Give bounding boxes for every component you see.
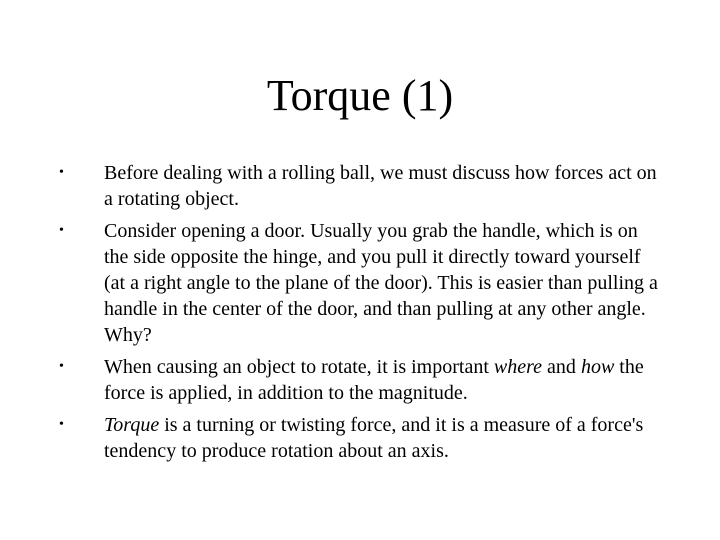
bullet-text-part: and — [542, 356, 581, 378]
bullet-marker: • — [59, 223, 64, 238]
bullet-item — [0, 218, 720, 348]
bullet-item — [0, 412, 720, 464]
bullet-text-part: is a turning or twisting force, and it is a measure of a force's tendency to produce rotation about an axis. — [104, 414, 644, 462]
bullet-text — [104, 412, 664, 464]
emphasis-torque: Torque — [104, 414, 160, 436]
bullet-text: Before dealing with a rolling ball, we must discuss how forces act on a rotating object. — [104, 162, 657, 210]
bullet-marker: • — [59, 165, 64, 180]
bullet-text-part: When causing an object to rotate, it is important — [104, 356, 494, 378]
bullet-text — [104, 354, 664, 406]
slide-title: Torque (1) — [266, 71, 454, 120]
bullet-marker: • — [59, 359, 64, 374]
bullet-marker: • — [59, 417, 64, 432]
emphasis-where: where — [493, 356, 543, 378]
bullet-item — [0, 354, 720, 406]
bullet-text: Consider opening a door. Usually you grab the handle, which is on the side opposite the hinge, and you pull it directly toward yourself (at a right angle to the plane of the door). This is easier than pulling a handle in the center of the door, and than pulling at any other angle. Why? — [104, 220, 658, 346]
bullet-list — [0, 160, 720, 464]
emphasis-how: how — [580, 356, 615, 378]
bullet-item — [0, 160, 720, 212]
bullet-text-part: the force is applied, in addition to the magnitude. — [104, 356, 644, 404]
